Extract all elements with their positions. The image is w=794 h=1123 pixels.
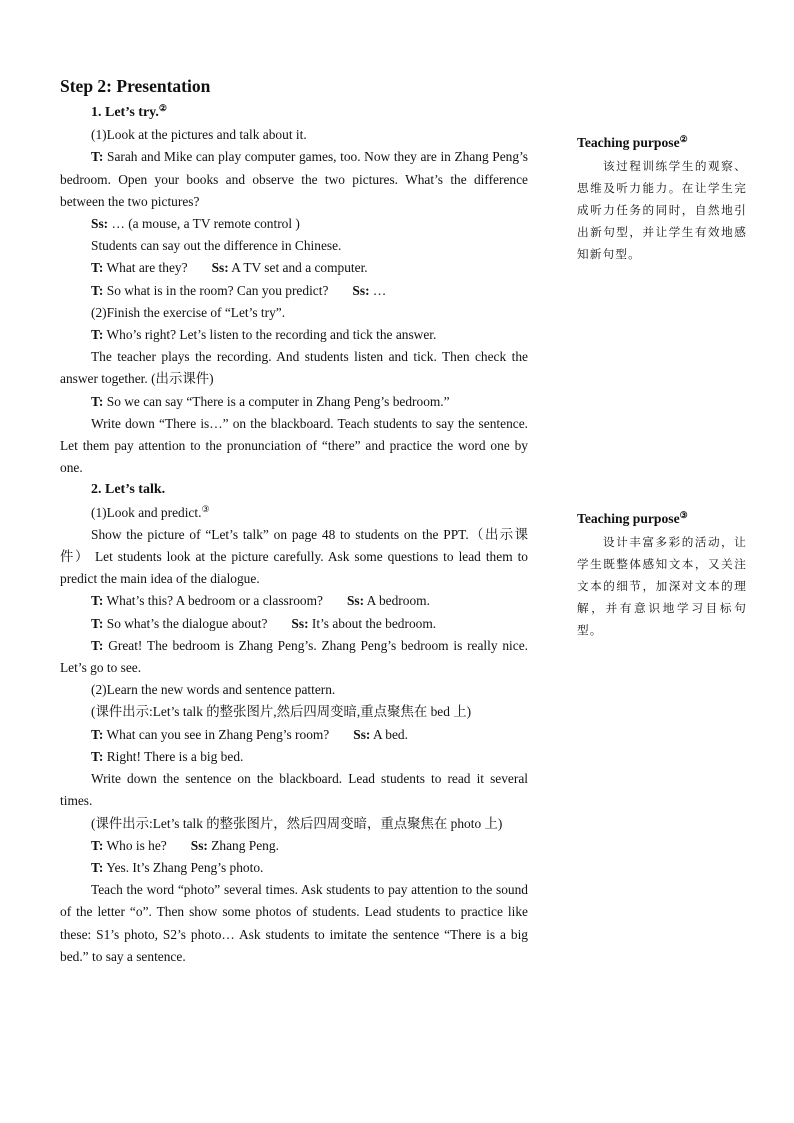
paragraph: Students can say out the difference in Chinese. (91, 238, 342, 254)
lesson-plan-body (60, 72, 528, 968)
dialogue-line: T: Who is he? Ss: Zhang Peng. (91, 837, 279, 853)
dialogue-line: T: So what’s the dialogue about? Ss: It’s about the bedroom. (91, 615, 437, 631)
dialogue-line: T: So we can say “There is a computer in Zhang Peng’s bedroom.” (91, 393, 450, 409)
section-title-lets-try: 1. Let’s try.② (91, 103, 167, 120)
paragraph: Write down the sentence on the blackboard. Lead students to read it several times. (60, 771, 528, 809)
paragraph: Teach the word “photo” several times. Ask students to pay attention to the sound of the letter “o”. Then show some photos of students. Lead students to practice like these: S1’s photo, S2’s photo… Ask students to imitate the sentence “There is a big bed.” to say a sentence. (60, 882, 528, 964)
step-heading: Step 2: Presentation (60, 76, 211, 96)
side-note-purpose-3 (577, 508, 747, 642)
footnote-mark: ③ (201, 503, 210, 514)
dialogue-line: T: Yes. It’s Zhang Peng’s photo. (91, 859, 264, 875)
side-note-title: Teaching purpose② (577, 134, 688, 150)
paragraph: (2)Finish the exercise of “Let’s try”. (91, 304, 286, 320)
paragraph: Show the picture of “Let’s talk” on page 48 to students on the PPT.（出示课件） Let students look at the picture carefully. Ask some questions to lead them to predict the main idea of the dialogue. (60, 526, 528, 587)
dialogue-line: Ss: … (a mouse, a TV remote control ) (91, 216, 300, 232)
dialogue-line: T: Sarah and Mike can play computer games, too. Now they are in Zhang Peng’s bedroom. Open your books and observe the two pictures. What’s the difference between the two pictures? (60, 149, 528, 209)
paragraph: (课件出示:Let’s talk 的整张图片,然后四周变暗,重点聚焦在 bed 上) (91, 704, 472, 720)
paragraph: (1)Look at the pictures and talk about it. (91, 127, 307, 143)
paragraph: (课件出示:Let’s talk 的整张图片，然后四周变暗，重点聚焦在 photo 上) (91, 815, 503, 831)
paragraph: (2)Learn the new words and sentence pattern. (91, 682, 336, 698)
side-note-text: 该过程训练学生的观察、思维及听力能力。在让学生完成听力任务的同时，自然地引出新句型，并让学生有效地感知新句型。 (577, 160, 747, 261)
paragraph: The teacher plays the recording. And students listen and tick. Then check the answer together. (出示课件) (60, 349, 528, 387)
dialogue-line: T: So what is in the room? Can you predict? Ss: … (91, 282, 387, 298)
section-title-lets-talk: 2. Let’s talk. (91, 482, 166, 498)
footnote-mark: ② (679, 134, 688, 144)
dialogue-line: T: What’s this? A bedroom or a classroom? Ss: A bedroom. (91, 593, 430, 609)
side-note-purpose-2 (577, 132, 747, 266)
footnote-mark: ② (158, 103, 167, 113)
dialogue-line: T: Who’s right? Let’s listen to the recording and tick the answer. (91, 327, 437, 343)
paragraph: (1)Look and predict.③ (91, 503, 210, 520)
dialogue-line: T: What are they? Ss: A TV set and a computer. (91, 260, 368, 276)
paragraph: Write down “There is…” on the blackboard. Teach students to say the sentence. Let them pay attention to the pronunciation of “there” and practice the word one by one. (60, 415, 528, 476)
dialogue-line: T: What can you see in Zhang Peng’s room? Ss: A bed. (91, 726, 408, 742)
dialogue-line: T: Great! The bedroom is Zhang Peng’s. Zhang Peng’s bedroom is really nice. Let’s go to see. (60, 637, 528, 676)
side-note-title: Teaching purpose③ (577, 510, 688, 526)
footnote-mark: ③ (679, 510, 688, 520)
dialogue-line: T: Right! There is a big bed. (91, 748, 244, 764)
side-note-text: 设计丰富多彩的活动，让学生既整体感知文本，又关注文本的细节，加深对文本的理解，并有意识地学习目标句型。 (577, 536, 747, 637)
